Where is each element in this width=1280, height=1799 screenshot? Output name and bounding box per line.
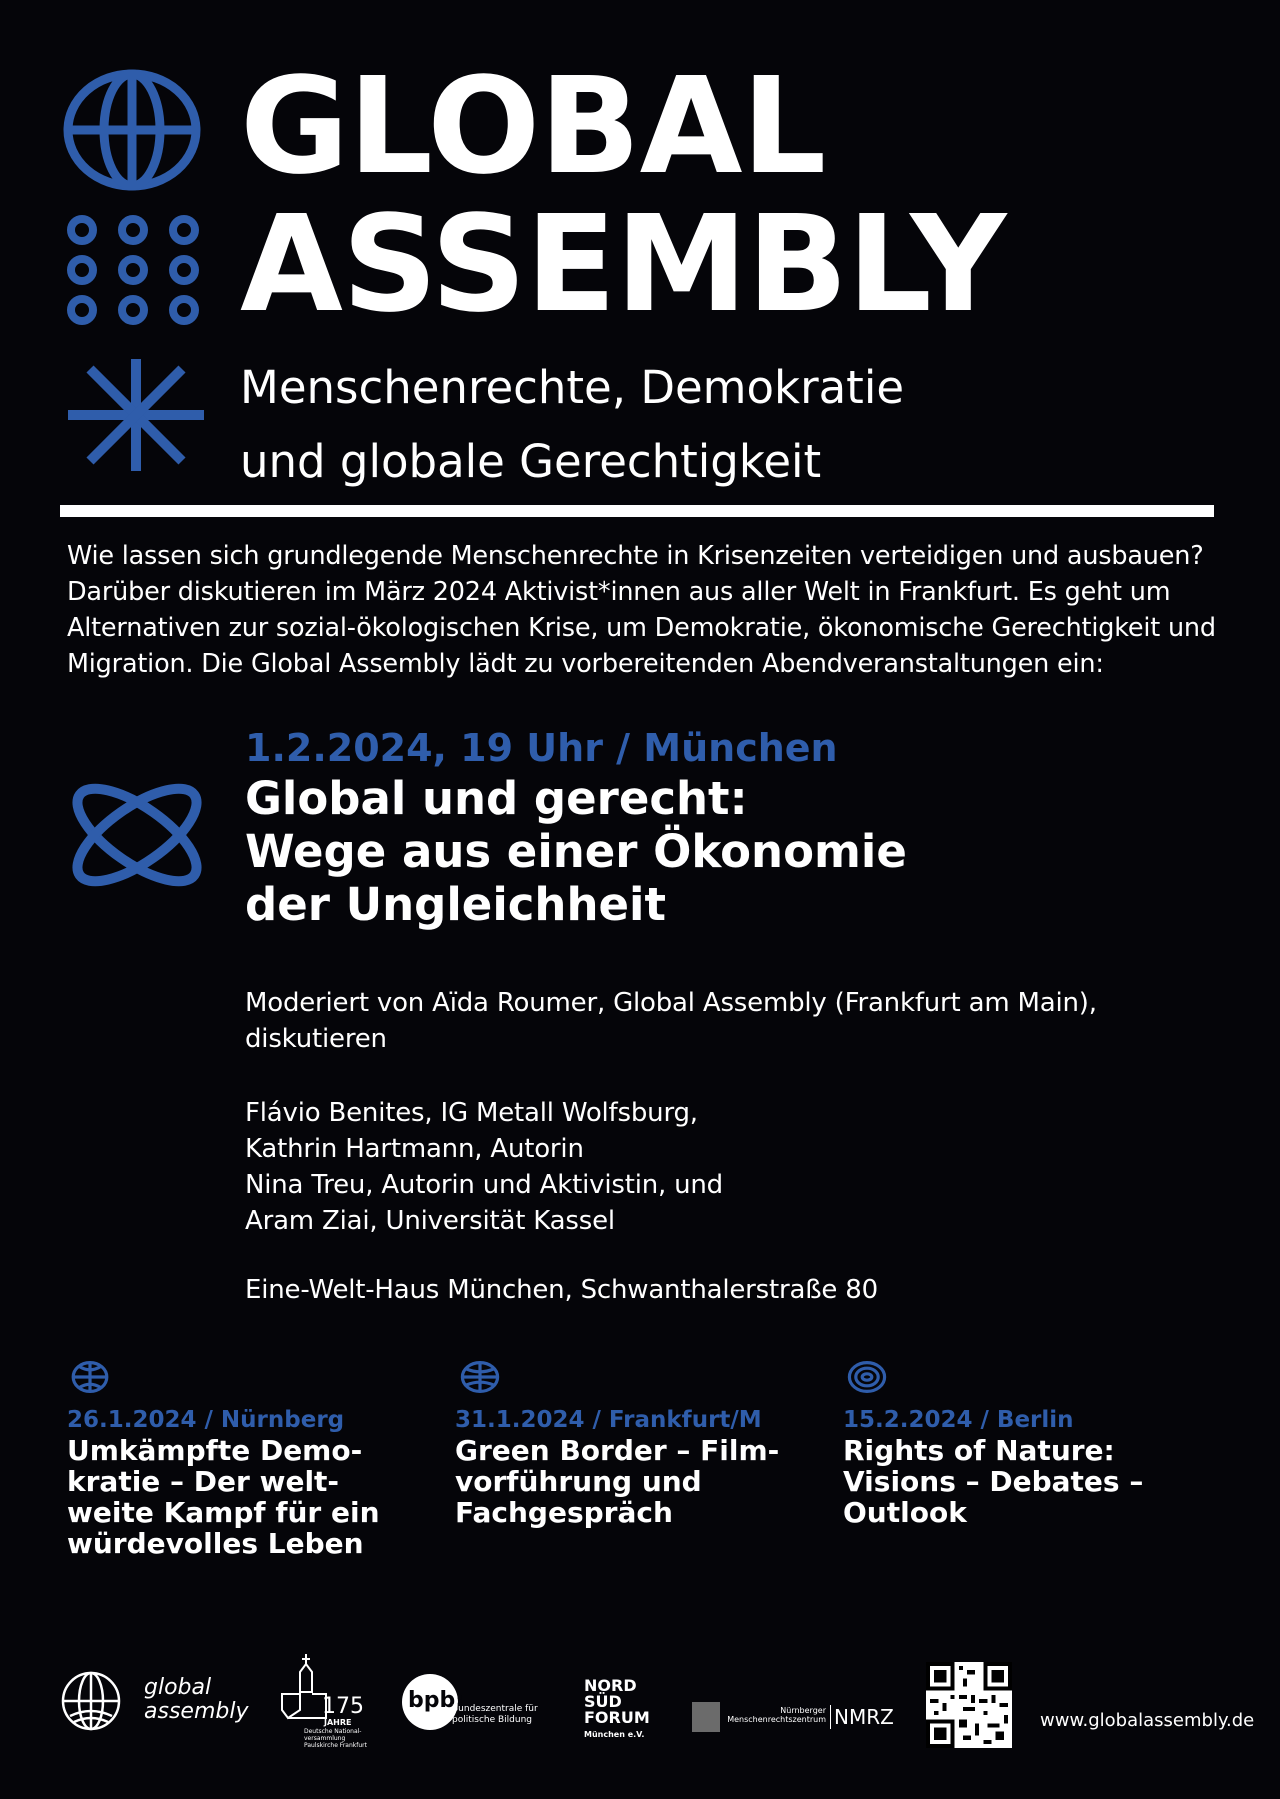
logo-caption-line: Deutsche National- [304, 1728, 362, 1735]
intro-line: Alternativen zur sozial-ökologischen Krise, um Demokratie, ökonomische Gerechtigkeit und [67, 613, 1216, 643]
logo-caption-line: Bundeszentrale für [452, 1704, 538, 1714]
event-title [455, 1435, 825, 1528]
event-title-line: Outlook [843, 1496, 967, 1529]
event-title [67, 1435, 437, 1559]
main-event-title [245, 772, 907, 931]
footer-logos [0, 1640, 1280, 1770]
intro-line: Darüber diskutieren im März 2024 Aktivist*innen aus aller Welt in Frankfurt. Es geht um [67, 577, 1171, 607]
event-date: 31.1.2024 / Frankfurt/M [455, 1407, 762, 1433]
logo-text-global: global [144, 1675, 212, 1700]
website-url[interactable]: www.globalassembly.de [1040, 1710, 1255, 1731]
main-event-title-line: Global und gerecht: [245, 772, 748, 825]
event-title-line: Visions – Debates – [843, 1465, 1144, 1498]
bpb-mark: bpb: [408, 1688, 465, 1713]
anniversary-word: JAHRE [324, 1718, 352, 1727]
event-card-frankfurt [455, 1357, 825, 1528]
title-line-1: GLOBAL [240, 50, 826, 204]
nmrz-mark: NMRZ [830, 1705, 894, 1729]
panelist-list [245, 1095, 723, 1239]
event-date: 26.1.2024 / Nürnberg [67, 1407, 345, 1433]
logo-caption-line: Nürnberger [780, 1706, 826, 1715]
event-title-line: weite Kampf für ein [67, 1496, 380, 1529]
panelist: Nina Treu, Autorin und Aktivistin, und [245, 1170, 723, 1200]
panelist: Kathrin Hartmann, Autorin [245, 1134, 584, 1164]
moderation-line: Moderiert von Aïda Roumer, Global Assembly (Frankfurt am Main), [245, 988, 1097, 1018]
panelist: Flávio Benites, IG Metall Wolfsburg, [245, 1098, 698, 1128]
qr-code[interactable] [926, 1662, 1012, 1748]
subtitle [240, 351, 904, 499]
event-title-line: Umkämpfte Demo- [67, 1434, 363, 1467]
event-title-line: Rights of Nature: [843, 1434, 1115, 1467]
event-card-berlin [843, 1357, 1213, 1528]
globe-lines-icon [455, 1357, 505, 1397]
main-event-title-line: Wege aus einer Ökonomie [245, 825, 907, 878]
title-line-2: ASSEMBLY [240, 188, 1006, 342]
nordsued-caption: München e.V. [584, 1730, 645, 1739]
nordsued-line: FORUM [584, 1708, 650, 1727]
panelist: Aram Ziai, Universität Kassel [245, 1206, 615, 1236]
logo-caption-line: Paulskirche Frankfurt [304, 1742, 367, 1749]
nordsued-line: SÜD [584, 1692, 622, 1711]
divider [60, 505, 1214, 517]
globe-icon [67, 1357, 113, 1397]
globe-icon [60, 68, 205, 193]
nordsued-line: NORD [584, 1676, 637, 1695]
moderation-line: diskutieren [245, 1024, 387, 1054]
subtitle-line-1: Menschenrechte, Demokratie [240, 361, 905, 414]
nmrz-logo [692, 1702, 902, 1732]
event-title [843, 1435, 1213, 1528]
logo-caption-line: politische Bildung [452, 1715, 532, 1725]
main-event-title-line: der Ungleichheit [245, 878, 666, 931]
event-title-line: vorführung und [455, 1465, 702, 1498]
global-assembly-logo [60, 1670, 260, 1740]
dot-grid-icon [64, 214, 209, 326]
subtitle-line-2: und globale Gerechtigkeit [240, 435, 822, 488]
logo-caption-line: versammlung [304, 1735, 346, 1742]
bpb-logo [402, 1674, 562, 1734]
nord-sued-forum-logo [584, 1678, 664, 1748]
event-title-line: Green Border – Film- [455, 1434, 780, 1467]
orbit-icon [62, 775, 212, 895]
globe-icon [60, 1670, 122, 1732]
intro-line: Migration. Die Global Assembly lädt zu vorbereitenden Abendveranstaltungen ein: [67, 649, 1104, 679]
event-title-line: Fachgespräch [455, 1496, 673, 1529]
intro-line: Wie lassen sich grundlegende Menschenrechte in Krisenzeiten verteidigen und ausbauen? [67, 541, 1204, 571]
anniversary-number: 175 [322, 1694, 364, 1719]
intro-text [67, 538, 1227, 682]
statue-icon [692, 1702, 720, 1732]
venue-address: Eine-Welt-Haus München, Schwanthalerstraße 80 [245, 1275, 878, 1305]
event-date: 15.2.2024 / Berlin [843, 1407, 1074, 1433]
paulskirche-175-logo [278, 1652, 388, 1752]
page-title [240, 50, 1006, 342]
moderation-text [245, 985, 1097, 1057]
event-title-line: kratie – Der welt- [67, 1465, 340, 1498]
logo-text-assembly: assembly [144, 1699, 249, 1724]
concentric-circles-icon [843, 1357, 891, 1397]
logo-caption-line: Menschenrechtszentrum [727, 1715, 826, 1724]
asterisk-icon [64, 355, 209, 475]
main-event-date: 1.2.2024, 19 Uhr / München [245, 726, 838, 770]
event-title-line: würdevolles Leben [67, 1527, 364, 1560]
event-card-nuernberg [67, 1357, 437, 1559]
